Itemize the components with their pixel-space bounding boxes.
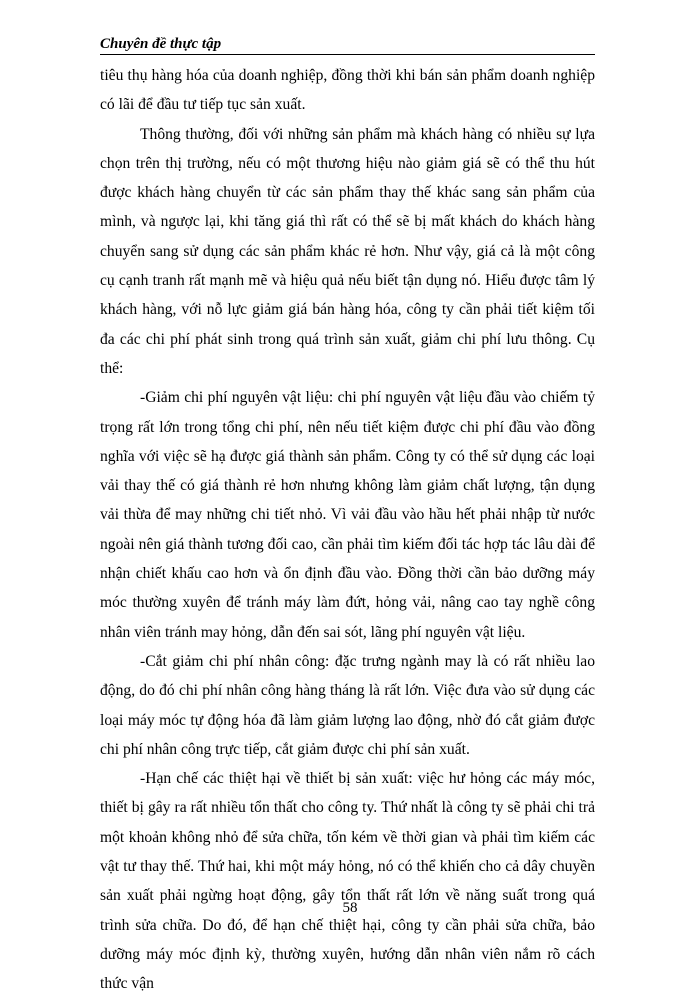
header-title: Chuyên đề thực tập (100, 36, 222, 52)
paragraph-4: -Cắt giảm chi phí nhân công: đặc trưng ngành may là có rất nhiều lao động, do đó chi phí nhân công hàng tháng là rất lớn. Việc đưa vào sử dụng các loại máy móc tự động hóa đã làm giảm lượng lao động, nhờ đó cắt giảm được chi phí nhân công trực tiếp, cắt giảm được chi phí sản xuất. (100, 652, 595, 758)
paragraph-5: -Hạn chế các thiệt hại về thiết bị sản xuất: việc hư hỏng các máy móc, thiết bị gây ra rất nhiều tổn thất cho công ty. Thứ nhất là công ty sẽ phải chi trả một khoản không nhỏ để sửa chữa, tốn kém về thời gian và phải tìm kiếm các vật tư thay thế. Thứ hai, khi một máy hỏng, nó có thể khiến cho cả dây chuyền sản xuất phải ngừng hoạt động, gây tổn thất rất lớn về năng suất trong quá trình sửa chữa. Do đó, để hạn chế thiệt hại, công ty cần phải sửa chữa, bảo dưỡng máy móc định kỳ, thường xuyên, hướng dẫn nhân viên nắm rõ cách thức vận (100, 770, 595, 993)
paragraph-2: Thông thường, đối với những sản phẩm mà khách hàng có nhiều sự lựa chọn trên thị trường, nếu có một thương hiệu nào giảm giá sẽ có thể thu hút được khách hàng chuyển từ các sản phẩm thay thế khác sang sản phẩm của mình, và ngược lại, khi tăng giá thì rất có thể sẽ bị mất khách do khách hàng chuyển sang sử dụng các sản phẩm khác rẻ hơn. Như vậy, giá cả là một công cụ cạnh tranh rất mạnh mẽ và hiệu quả nếu biết tận dụng nó. Hiểu được tâm lý khách hàng, với nỗ lực giảm giá bán hàng hóa, công ty cần phải tiết kiệm tối đa các chi phí phát sinh trong quá trình sản xuất, giảm chi phí lưu thông. Cụ thể: (100, 125, 595, 377)
page-number: 58 (342, 900, 358, 916)
paragraph-3: -Giảm chi phí nguyên vật liệu: chi phí nguyên vật liệu đầu vào chiếm tỷ trọng rất lớn trong tổng chi phí, nên nếu tiết kiệm được chi phí đầu vào đồng nghĩa với việc sẽ hạ được giá thành sản phẩm. Công ty có thể sử dụng các loại vải thay thế có giá thành rẻ hơn nhưng không làm giảm chất lượng, tận dụng vải thừa để may những chi tiết nhỏ. Vì vải đầu vào hầu hết phải nhập từ nước ngoài nên giá thành tương đối cao, cần phải tìm kiếm đối tác hợp tác lâu dài để nhận chiết khấu cao hơn và ổn định đầu vào. Đồng thời cần bảo dưỡng máy móc thường xuyên để tránh máy làm đứt, hỏng vải, nâng cao tay nghề công nhân viên tránh may hỏng, dẫn đến sai sót, lãng phí nguyên vật liệu. (100, 389, 595, 641)
document-body (100, 61, 595, 999)
page-header (100, 34, 595, 55)
paragraph-1: tiêu thụ hàng hóa của doanh nghiệp, đồng thời khi bán sản phẩm doanh nghiệp có lãi để đầu tư tiếp tục sản xuất. (100, 67, 595, 114)
